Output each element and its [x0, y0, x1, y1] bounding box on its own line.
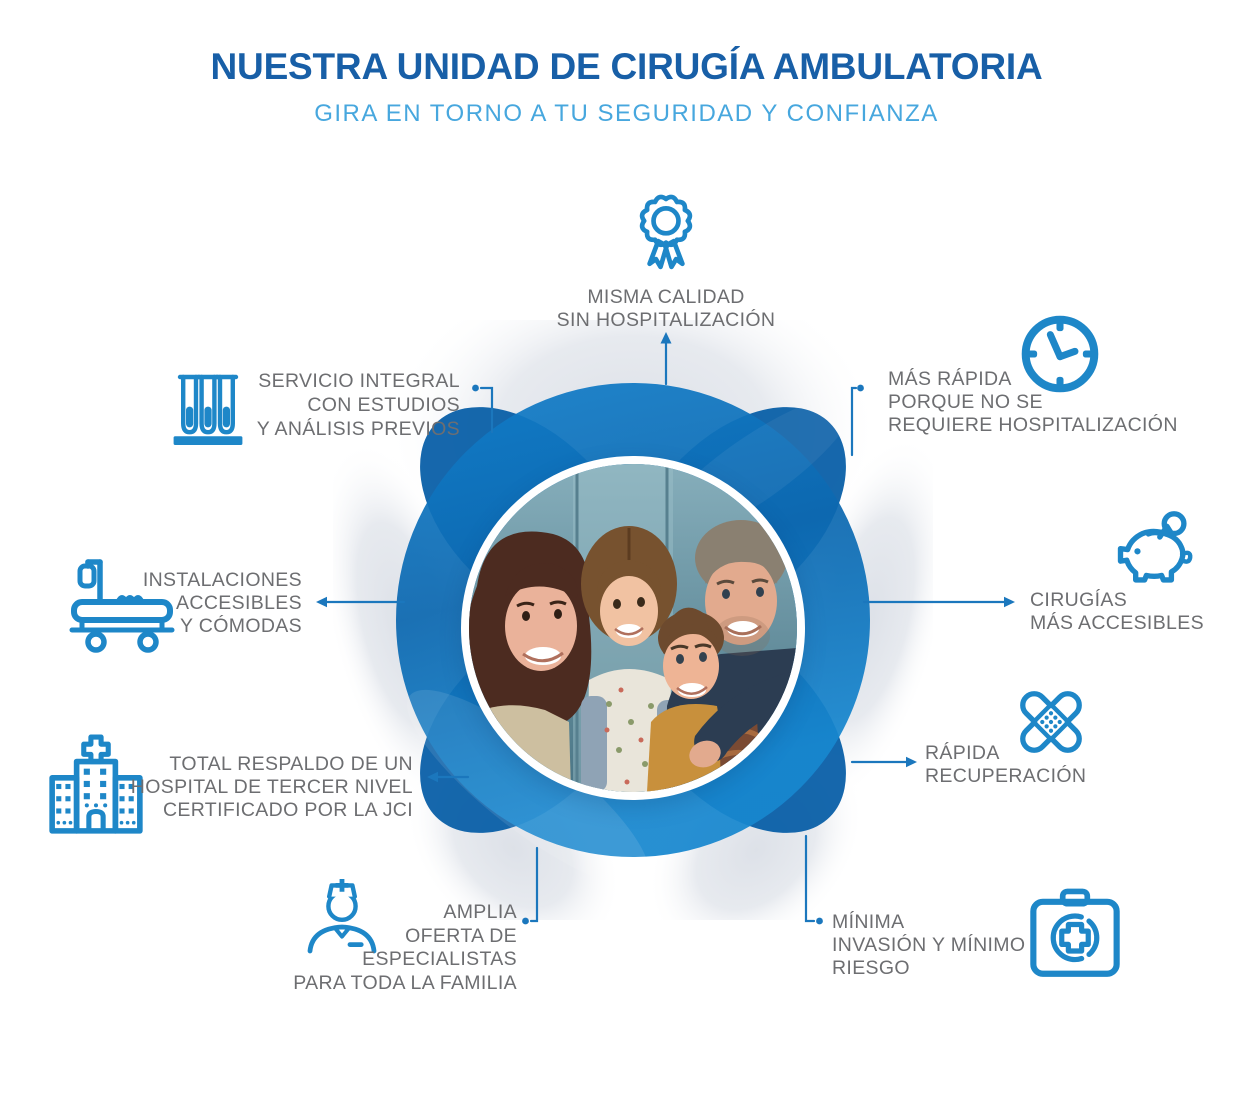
- callout-line: CERTIFICADO POR LA JCI: [162, 799, 413, 821]
- callout-specialists: [293, 866, 540, 1002]
- callout-hospital: [45, 730, 425, 842]
- callout-line: MÍNIMA: [832, 911, 905, 933]
- callout-facilities: [66, 548, 316, 663]
- callout-line: CON ESTUDIOS: [307, 394, 460, 416]
- piggy-bank-icon: [1108, 508, 1208, 600]
- callout-line: RÁPIDA: [925, 742, 1000, 764]
- test-tubes-icon: [168, 366, 248, 452]
- callout-line: Y CÓMODAS: [180, 615, 302, 637]
- callout-line: INSTALACIONES: [142, 569, 302, 591]
- callout-quality: [516, 178, 816, 330]
- callout-line: INVASIÓN Y MÍNIMO: [832, 934, 1026, 956]
- callout-integral: [166, 362, 466, 454]
- callout-minimal: [830, 884, 1142, 988]
- callout-line: MISMA CALIDAD: [587, 286, 745, 308]
- callout-line: PARA TODA LA FAMILIA: [293, 971, 517, 994]
- medal-icon: [627, 180, 705, 282]
- page-title: NUESTRA UNIDAD DE CIRUGÍA AMBULATORIA: [210, 46, 1043, 87]
- callout-line: RECUPERACIÓN: [925, 765, 1087, 787]
- callout-line: PORQUE NO SE: [888, 391, 1043, 413]
- callout-line: ACCESIBLES: [176, 592, 302, 614]
- family-photo: [461, 456, 805, 800]
- callout-line: SIN HOSPITALIZACIÓN: [556, 309, 776, 331]
- page-subtitle: GIRA EN TORNO A TU SEGURIDAD Y CONFIANZA: [314, 100, 939, 127]
- callout-line: MÁS ACCESIBLES: [1030, 612, 1204, 634]
- callout-line: MÁS RÁPIDA: [888, 368, 1012, 390]
- callout-line: CIRUGÍAS: [1030, 589, 1128, 611]
- callout-line: TOTAL RESPALDO DE UN: [169, 753, 413, 775]
- callout-line: ESPECIALISTAS: [362, 948, 517, 970]
- callout-line: HOSPITAL DE TERCER NIVEL: [130, 776, 413, 798]
- callout-faster: [886, 308, 1226, 438]
- callout-line: REQUIERE HOSPITALIZACIÓN: [888, 414, 1178, 436]
- callout-line: AMPLIA: [443, 901, 517, 923]
- callout-affordable: [1028, 508, 1238, 642]
- callout-line: RIESGO: [832, 957, 910, 979]
- callout-recovery: [924, 678, 1109, 800]
- callout-line: OFERTA DE: [405, 924, 517, 947]
- callout-line: Y ANÁLISIS PREVIOS: [256, 418, 460, 440]
- callout-line: SERVICIO INTEGRAL: [258, 370, 460, 392]
- first-aid-kit-icon: [1022, 886, 1128, 982]
